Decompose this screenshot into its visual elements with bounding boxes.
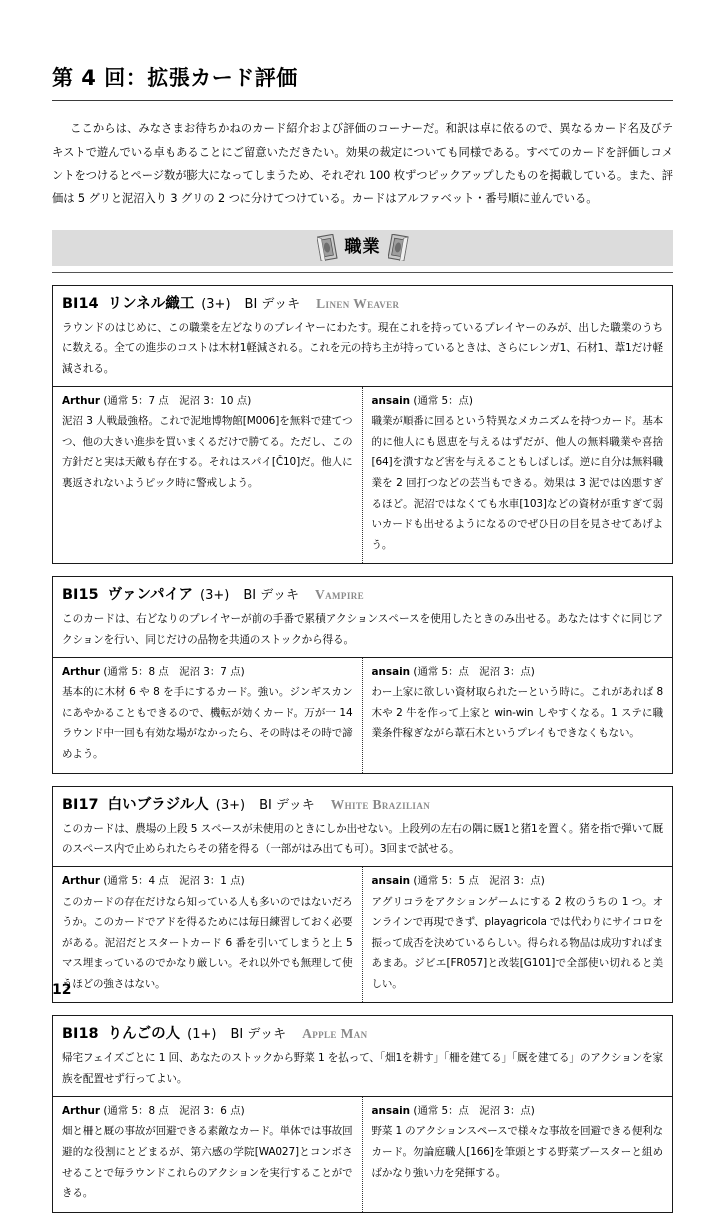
comment-text: 野菜 1 のアクションスペースで様々な事故を回避できる便利なカード。勿論庭職人[166]を筆頭とする野菜ブースターと組めばかなり強い力を発揮する。 — [371, 1125, 663, 1179]
card-player-count: (3+) — [215, 797, 246, 813]
card-code: BI15 — [62, 587, 99, 604]
comment-column-ansain — [363, 658, 673, 773]
card-player-count: (3+) — [200, 588, 230, 604]
comment-text: わー上家に欲しい資材取られたーという時に。これがあれば 8 木や 2 牛を作って上家と win-win しやすくなる。1 ステに職業条件稼ぎながら葦石木というプレイもできなくもない。 — [371, 686, 663, 740]
reviewer-name: Arthur — [62, 874, 101, 887]
reviewer-line — [62, 873, 353, 890]
comment-text: 畑と柵と厩の事故が回避できる素敵なカード。単体では事故回避的な役割にとどまるが、第六感の学院[WA027]とコンボさせることで毎ラウンドこれらのアクションを実行することができる。 — [62, 1125, 353, 1200]
comment-column-ansain — [363, 867, 673, 1003]
reviewer-scores: (通常 5：8 点 泥沼 3：6 点) — [103, 1104, 245, 1117]
comment-text: このカードの存在だけなら知っている人も多いのではないだろうか。このカードでアドを得るためには毎日練習しておく必要がある。泥沼だとスタートカード 6 番を引いてしまうと上 5 マス埋まっているのでかなり厳しい。それ以外でも無理して使うほどの強さはない。 — [62, 895, 353, 990]
reviewer-name: ansain — [371, 394, 411, 407]
card-deck: BI デッキ — [230, 1027, 287, 1043]
reviewer-line — [372, 393, 664, 410]
card-description: 帰宅フェイズごとに 1 回、あなたのストックから野菜 1 を払って、「畑1を耕す」「柵を建てる」「厩を建てる」のアクションを家族を配置せず行ってよい。 — [62, 1052, 663, 1086]
page-number: 12 — [52, 982, 72, 998]
card-description: ラウンドのはじめに、この職業を左どなりのプレイヤーにわたす。現在これを持っているプレイヤーのみが、出した職業のうちに数える。全ての進歩のコストは木材1軽減される。これを元の持ち主が持っているときは、さらにレンガ1、石材1、葦1だけ軽減される。 — [62, 321, 663, 375]
reviewer-name: ansain — [371, 1104, 411, 1117]
card-entry — [52, 285, 673, 565]
card-name-en: Linen Weaver — [316, 295, 400, 311]
card-comments — [53, 866, 672, 1003]
reviewer-line — [372, 664, 664, 681]
card-entry — [52, 786, 673, 1004]
card-header — [53, 577, 672, 609]
card-name-jp: 白いブラジル人 — [107, 796, 209, 813]
comment-text: 職業が順番に回るという特異なメカニズムを持つカード。基本的に他人にも恩恵を与えるはずだが、他人の無料職業や喜捨[64]を潰すなど害を与えることもしばしば。逆に自分は無料職業を 2 回打つなどの芸当もできる。効果は 3 泥では凶悪すぎるほど。泥沼ではなくても水車[103]などの資材が重すぎて弱いカードも出せるようになるのでぜひ日の目を見させてあげよう。 — [371, 415, 663, 551]
page-title: 第 4 回：拡張カード評価 — [52, 66, 298, 90]
section-divider — [52, 272, 673, 273]
reviewer-scores: (通常 5：点 泥沼 3：点) — [413, 1104, 535, 1117]
card-entry — [52, 576, 673, 773]
title-divider — [52, 100, 673, 101]
card-player-count: (3+) — [201, 296, 231, 312]
reviewer-scores: (通常 5：点) — [413, 394, 473, 407]
comment-text: アグリコラをアクションゲームにする 2 枚のうちの 1 つ。オンラインで再現できず、playagricola では代わりにサイコロを振って成否を決めているらしい。得られる物品は成功すればまあまあ。ジビエ[FR057]と改装[G101]で全部使い切れると美しい。 — [371, 895, 663, 990]
card-description: このカードは、右どなりのプレイヤーが前の手番で累積アクションスペースを使用したときのみ出せる。あなたはすぐに同じアクションを行い、同じだけの品物を共通のストックから得る。 — [62, 613, 663, 646]
card-deck: BI デッキ — [244, 296, 301, 312]
card-back-icon — [388, 234, 409, 261]
card-entry — [52, 1015, 673, 1212]
card-comments — [53, 1096, 672, 1212]
card-description: このカードは、農場の上段 5 スペースが未使用のときにしか出せない。上段列の左右の隅に厩1と猪1を置く。猪を指で弾いて厩のスペース内で止められたらその猪を得る（一部がはみ出ても可）。3回まで試せる。 — [62, 822, 663, 856]
card-header — [53, 1016, 672, 1048]
comment-text: 基本的に木材 6 や 8 を手にするカード。強い。ジンギスカンにあやかることもできるので、機転が効くカード。万が一 14 ラウンド中一回も有効な場がなかったら、その時はその時で諦めよう。 — [62, 686, 353, 761]
card-name-en: Vampire — [314, 587, 365, 603]
card-name-en: White Brazilian — [330, 796, 431, 812]
comment-column-ansain — [363, 387, 673, 564]
comment-column-arthur — [53, 387, 363, 564]
card-name-en: Apple Man — [302, 1026, 368, 1042]
card-name-jp: ヴァンパイア — [107, 587, 194, 604]
reviewer-name: ansain — [371, 874, 411, 887]
comment-text: 泥沼 3 人戦最強格。これで泥地博物館[M006]を無料で建てつつ、他の大きい進歩を買いまくるだけで勝てる。ただし、この方針だと実は天敵も存在する。それはスパイ[Č10]だ。他人に裏返されないようピック時に警戒しよう。 — [62, 415, 353, 490]
card-name-jp: リンネル織工 — [107, 295, 195, 312]
reviewer-scores: (通常 5：7 点 泥沼 3：10 点) — [103, 394, 252, 407]
card-code: BI18 — [62, 1026, 99, 1043]
card-deck: BI デッキ — [243, 588, 299, 604]
comment-column-arthur — [53, 658, 363, 773]
reviewer-name: Arthur — [62, 394, 101, 407]
card-name-jp: りんごの人 — [107, 1026, 181, 1043]
intro-paragraph: ここからは、みなさまお待ちかねのカード紹介および評価のコーナーだ。和訳は卓に依るので、異なるカード名及びテキストで遊んでいる卓もあることにご留意いただきたい。効果の裁定についても同様である。すべてのカードを評価しコメントをつけるとページ数が膨大になってしまうため、それぞれ 100 枚ずつピックアップしたものを掲載している。また、評価は 5 グリと泥沼入り 3 グリの 2 つに分けてつけている。カードはアルファベット・番号順に並んでいる。 — [52, 122, 673, 206]
comment-column-arthur — [53, 867, 363, 1003]
card-player-count: (1+) — [187, 1027, 217, 1043]
card-comments — [53, 657, 672, 773]
section-label: 職業 — [344, 237, 381, 258]
reviewer-line — [62, 664, 353, 681]
reviewer-line — [372, 1103, 664, 1120]
reviewer-name: Arthur — [62, 665, 101, 678]
reviewer-scores: (通常 5：8 点 泥沼 3：7 点) — [103, 665, 245, 678]
section-banner — [52, 230, 673, 266]
reviewer-scores: (通常 5：点 泥沼 3：点) — [413, 665, 535, 678]
reviewer-line — [62, 393, 353, 410]
reviewer-scores: (通常 5：5 点 泥沼 3：点) — [413, 874, 545, 887]
card-code: BI14 — [62, 295, 99, 312]
card-back-icon — [317, 234, 338, 261]
comment-column-ansain — [363, 1097, 673, 1212]
card-header — [53, 787, 672, 819]
reviewer-line — [62, 1103, 353, 1120]
card-deck: BI デッキ — [259, 797, 315, 813]
card-code: BI17 — [62, 796, 99, 813]
card-comments — [53, 386, 672, 564]
reviewer-scores: (通常 5：4 点 泥沼 3：1 点) — [103, 874, 245, 887]
card-header — [53, 286, 672, 318]
reviewer-line — [372, 873, 664, 890]
reviewer-name: ansain — [371, 665, 411, 678]
comment-column-arthur — [53, 1097, 363, 1212]
reviewer-name: Arthur — [62, 1104, 101, 1117]
